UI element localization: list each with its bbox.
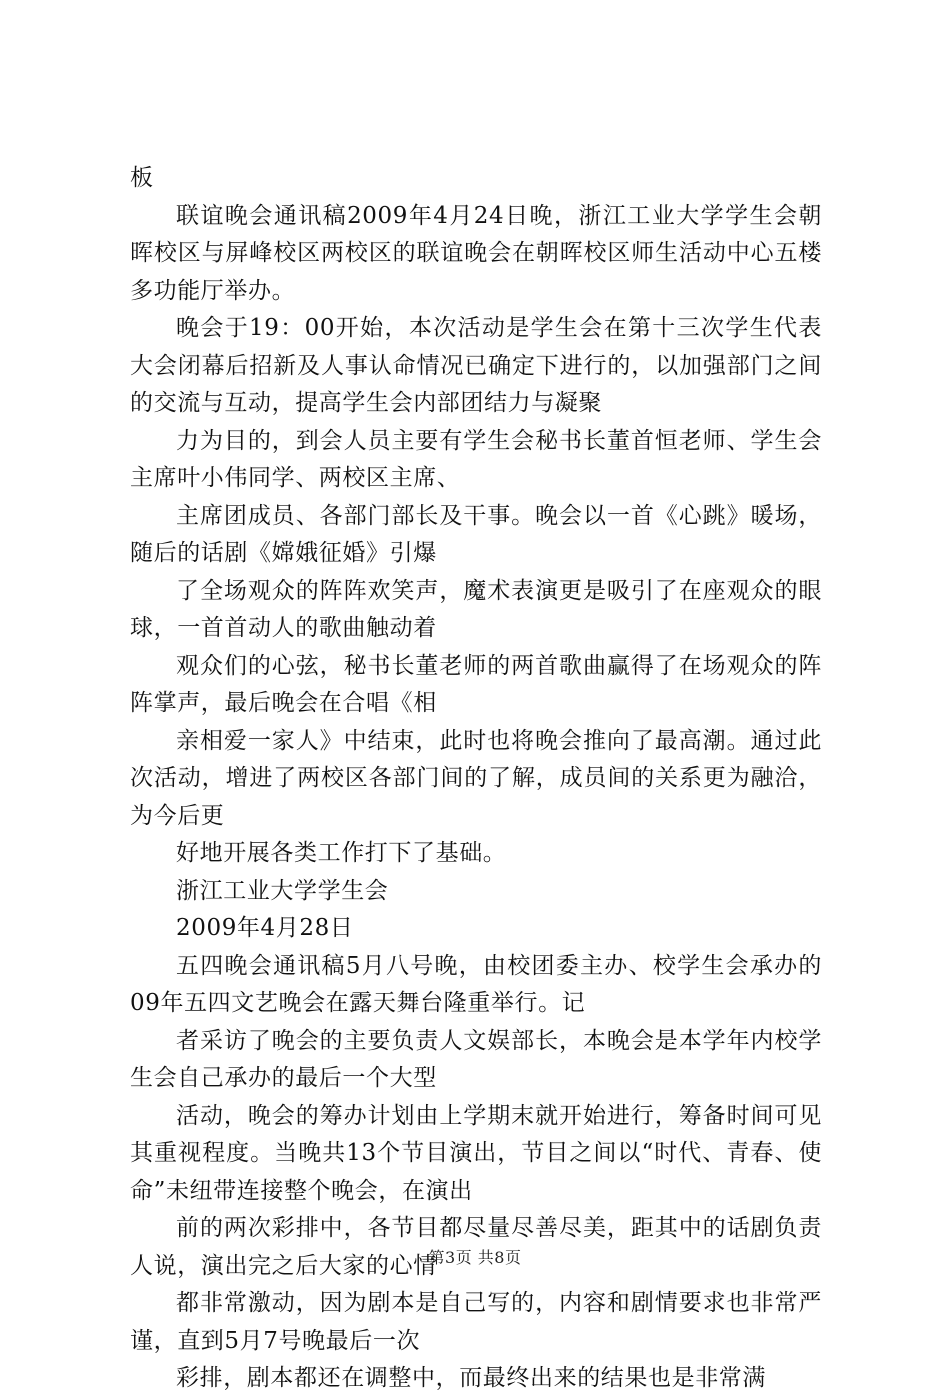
paragraph: 活动，晚会的筹办计划由上学期末就开始进行，筹备时间可见其重视程度。当晚共13个节目演出，节目之间以“时代、青春、使命”未纽带连接整个晚会，在演出: [130, 1102, 822, 1204]
paragraph: 彩排，剧本都还在调整中，而最终出来的结果也是非常满: [176, 1365, 766, 1391]
paragraph: 了全场观众的阵阵欢笑声，魔术表演更是吸引了在座观众的眼球，一首首动人的歌曲触动着: [130, 577, 822, 641]
paragraph: 五四晚会通讯稿5月八号晚，由校团委主办、校学生会承办的09年五四文艺晚会在露天舞台隆重举行。记: [130, 952, 822, 1016]
signature-organization: 浙江工业大学学生会: [176, 877, 389, 904]
paragraph: 板: [130, 165, 154, 191]
paragraph: 主席团成员、各部门部长及干事。晚会以一首《心跳》暖场，随后的话剧《嫦娥征婚》引爆: [130, 502, 822, 566]
paragraph: 好地开展各类工作打下了基础。: [176, 840, 507, 866]
paragraph: 晚会于19：00开始，本次活动是学生会在第十三次学生代表大会闭幕后招新及人事认命情况已确定下进行的，以加强部门之间的交流与互动，提高学生会内部团结力与凝聚: [130, 315, 822, 416]
paragraph: 亲相爱一家人》中结束，此时也将晚会推向了最高潮。通过此次活动，增进了两校区各部门间的了解，成员间的关系更为融洽，为今后更: [130, 727, 822, 829]
document-body: [130, 160, 822, 1398]
paragraph: 力为目的，到会人员主要有学生会秘书长董首恒老师、学生会主席叶小伟同学、两校区主席、: [130, 427, 822, 491]
paragraph: 都非常激动，因为剧本是自己写的，内容和剧情要求也非常严谨，直到5月7号晚最后一次: [130, 1290, 822, 1354]
signature-date: 2009年4月28日: [176, 915, 354, 941]
paragraph: 观众们的心弦，秘书长董老师的两首歌曲赢得了在场观众的阵阵掌声，最后晚会在合唱《相: [130, 652, 822, 716]
paragraph: 联谊晚会通讯稿2009年4月24日晚，浙江工业大学学生会朝晖校区与屏峰校区两校区的联谊晚会在朝晖校区师生活动中心五楼多功能厅举办。: [130, 202, 822, 304]
page-number-footer: 第3页 共8页: [428, 1248, 522, 1267]
paragraph: 前的两次彩排中，各节目都尽量尽善尽美，距其中的话剧负责人说，演出完之后大家的心情: [130, 1215, 822, 1279]
paragraph: 者采访了晚会的主要负责人文娱部长，本晚会是本学年内校学生会自己承办的最后一个大型: [130, 1027, 822, 1091]
